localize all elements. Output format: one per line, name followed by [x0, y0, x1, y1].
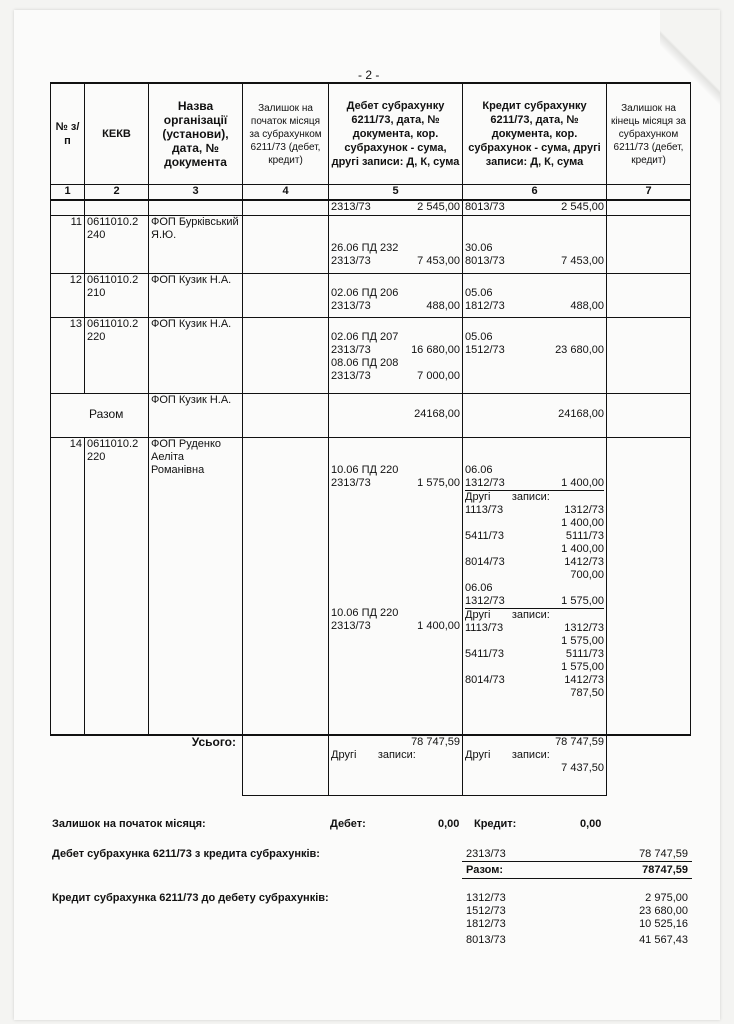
other-sum: 700,00: [570, 568, 604, 581]
debit-document: 26.06 ПД 232: [331, 241, 399, 254]
debit-document: 10.06 ПД 220: [331, 606, 399, 619]
other-sum: 1 575,00: [561, 634, 604, 647]
subtotal-label: Разом: [51, 393, 149, 437]
other-sum: 1 575,00: [561, 660, 604, 673]
debet-value: 0,00: [438, 818, 460, 830]
other-debit-account: 8014/73: [465, 673, 505, 686]
header-row: [51, 83, 691, 185]
other-debit-account: 5411/73: [465, 529, 504, 542]
other-credit-account: 1412/73: [564, 555, 604, 568]
debit-account: 2313/73: [331, 254, 371, 267]
kredyt-value: 0,00: [580, 818, 602, 830]
credit-account: 8013/73: [465, 254, 505, 267]
page-number: - 2 -: [358, 68, 380, 82]
razom-value: 78747,59: [642, 864, 688, 876]
credit-to-sum: 2 975,00: [645, 892, 688, 904]
credit-to-account: 8013/73: [466, 934, 506, 946]
debit-subtotal: 24168,00: [329, 393, 463, 437]
credit-to-sum: 10 525,16: [639, 918, 688, 930]
credit-sum: 1 400,00: [561, 476, 604, 489]
row-number: 12: [51, 273, 85, 317]
table-row: [51, 273, 691, 317]
row-number: 14: [51, 437, 85, 735]
credit-to-account: 1312/73: [466, 892, 506, 904]
organization-name: ФОП Кузик Н.А.: [149, 317, 243, 393]
organization-name: ФОП Руденко Аеліта Романівна: [149, 437, 243, 735]
header-credit: Кредит субрахунку 6211/73, дата, № документа, кор. субрахунок - сума, другі записи: Д, К, сума: [463, 83, 607, 185]
debit-sum: 16 680,00: [411, 343, 460, 356]
credit-account: 1312/73: [465, 594, 505, 607]
col-number: 7: [607, 185, 691, 201]
other-sum: 1 400,00: [561, 542, 604, 555]
credit-account: 8013/73: [465, 201, 505, 213]
other-debit-account: 5411/73: [465, 647, 504, 660]
other-credit-account: 1312/73: [564, 503, 604, 516]
credit-account: 1812/73: [465, 299, 505, 312]
other-credit-account: 1412/73: [564, 673, 604, 686]
kekv-code: 0611010.2 210: [85, 273, 149, 317]
debet-label: Дебет:: [330, 818, 366, 830]
other-entries-label: Другі: [465, 490, 491, 503]
other-entries-label: записи:: [511, 749, 550, 761]
debit-from-account: 2313/73: [466, 848, 506, 860]
other-debit-account: 1113/73: [465, 503, 504, 516]
other-debit-account: 8014/73: [465, 555, 505, 568]
credit-date: 05.06: [465, 286, 493, 299]
divider: [462, 861, 692, 862]
other-debit-account: 1113/73: [465, 621, 504, 634]
other-entries-label: записи:: [511, 490, 550, 503]
opening-balance-label: Залишок на початок місяця:: [52, 818, 206, 830]
organization-name: ФОП Кузик Н.А.: [149, 393, 243, 437]
credit-sum: 488,00: [570, 299, 604, 312]
header-opening: Залишок на початок місяця за субрахунком 6211/73 (дебет, кредит): [243, 83, 329, 185]
debit-account: 2313/73: [331, 476, 371, 489]
row-number: 11: [51, 215, 85, 273]
debit-sum: 2 545,00: [417, 201, 460, 213]
other-entries-label: записи:: [511, 608, 550, 621]
subtotal-row: [51, 393, 691, 437]
debit-document: 10.06 ПД 220: [331, 463, 399, 476]
credit-sum: 23 680,00: [555, 343, 604, 356]
debit-document: 02.06 ПД 206: [331, 286, 399, 299]
debit-sum: 7 453,00: [417, 254, 460, 267]
debit-sum: 488,00: [426, 299, 460, 312]
kekv-code: 0611010.2 220: [85, 317, 149, 393]
credit-date: 30.06: [465, 241, 493, 254]
total-row: [51, 735, 691, 795]
organization-name: ФОП Кузик Н.А.: [149, 273, 243, 317]
table-row: [51, 317, 691, 393]
other-credit-account: 5111/73: [565, 647, 604, 660]
credit-to-account: 1512/73: [466, 905, 506, 917]
other-sum: 787,50: [570, 686, 604, 699]
credit-sum: 7 453,00: [561, 254, 604, 267]
col-number: 6: [463, 185, 607, 201]
debit-from-label: Дебет субрахунка 6211/73 з кредита субрахунків:: [52, 848, 320, 860]
other-credit-account: 1312/73: [564, 621, 604, 634]
credit-to-sum: 23 680,00: [639, 905, 688, 917]
debit-sum: 7 000,00: [417, 369, 460, 382]
col-number: 4: [243, 185, 329, 201]
other-sum: 1 400,00: [561, 516, 604, 529]
debit-document: 02.06 ПД 207: [331, 330, 399, 343]
col-number: 3: [149, 185, 243, 201]
col-number: 1: [51, 185, 85, 201]
header-org: Назва організації (установи), дата, № документа: [149, 83, 243, 185]
debit-sum: 1 400,00: [417, 619, 460, 632]
header-debit: Дебет субрахунку 6211/73, дата, № документа, кор. субрахунок - сума, другі записи: Д, К, сума: [329, 83, 463, 185]
credit-sum: 2 545,00: [561, 201, 604, 213]
table-row: [51, 437, 691, 735]
debit-account: 2313/73: [331, 619, 371, 632]
header-kekv: КЕКВ: [85, 83, 149, 185]
kredyt-label: Кредит:: [474, 818, 517, 830]
header-num: № з/п: [51, 83, 85, 185]
credit-date: 05.06: [465, 330, 493, 343]
organization-name: ФОП Бурківський Я.Ю.: [149, 215, 243, 273]
credit-sum: 1 575,00: [561, 594, 604, 607]
debit-sum: 1 575,00: [417, 476, 460, 489]
ledger-table: [50, 82, 691, 796]
credit-total: 78 747,59: [555, 736, 604, 748]
table-row: [51, 200, 691, 215]
table-row: [51, 215, 691, 273]
debit-account: 2313/73: [331, 369, 371, 382]
credit-date: 06.06: [465, 581, 493, 594]
kekv-code: 0611010.2 240: [85, 215, 149, 273]
kekv-code: 0611010.2 220: [85, 437, 149, 735]
credit-to-sum: 41 567,43: [639, 934, 688, 946]
debit-document: 08.06 ПД 208: [331, 356, 399, 369]
debit-total: 78 747,59: [411, 736, 460, 748]
header-closing: Залишок на кінець місяця за субрахунком 6211/73 (дебет, кредит): [607, 83, 691, 185]
divider: [462, 878, 692, 879]
total-label: Усього:: [51, 735, 243, 795]
row-number: 13: [51, 317, 85, 393]
column-number-row: [51, 185, 691, 201]
razom-label: Разом:: [466, 864, 504, 876]
col-number: 2: [85, 185, 149, 201]
other-entries-label: Другі: [465, 608, 491, 621]
credit-subtotal: 24168,00: [463, 393, 607, 437]
other-total-sum: 7 437,50: [561, 762, 604, 774]
other-credit-account: 5111/73: [565, 529, 604, 542]
credit-to-label: Кредит субрахунка 6211/73 до дебету субрахунків:: [52, 892, 329, 904]
credit-account: 1312/73: [465, 476, 505, 489]
debit-from-sum: 78 747,59: [639, 848, 688, 860]
col-number: 5: [329, 185, 463, 201]
other-entries-label: Другі: [331, 749, 357, 761]
credit-account: 1512/73: [465, 343, 505, 356]
credit-to-account: 1812/73: [466, 918, 506, 930]
debit-account: 2313/73: [331, 201, 371, 213]
other-entries-label: записи:: [377, 749, 416, 761]
other-entries-label: Другі: [465, 749, 491, 761]
debit-account: 2313/73: [331, 343, 371, 356]
debit-account: 2313/73: [331, 299, 371, 312]
credit-date: 06.06: [465, 463, 493, 476]
